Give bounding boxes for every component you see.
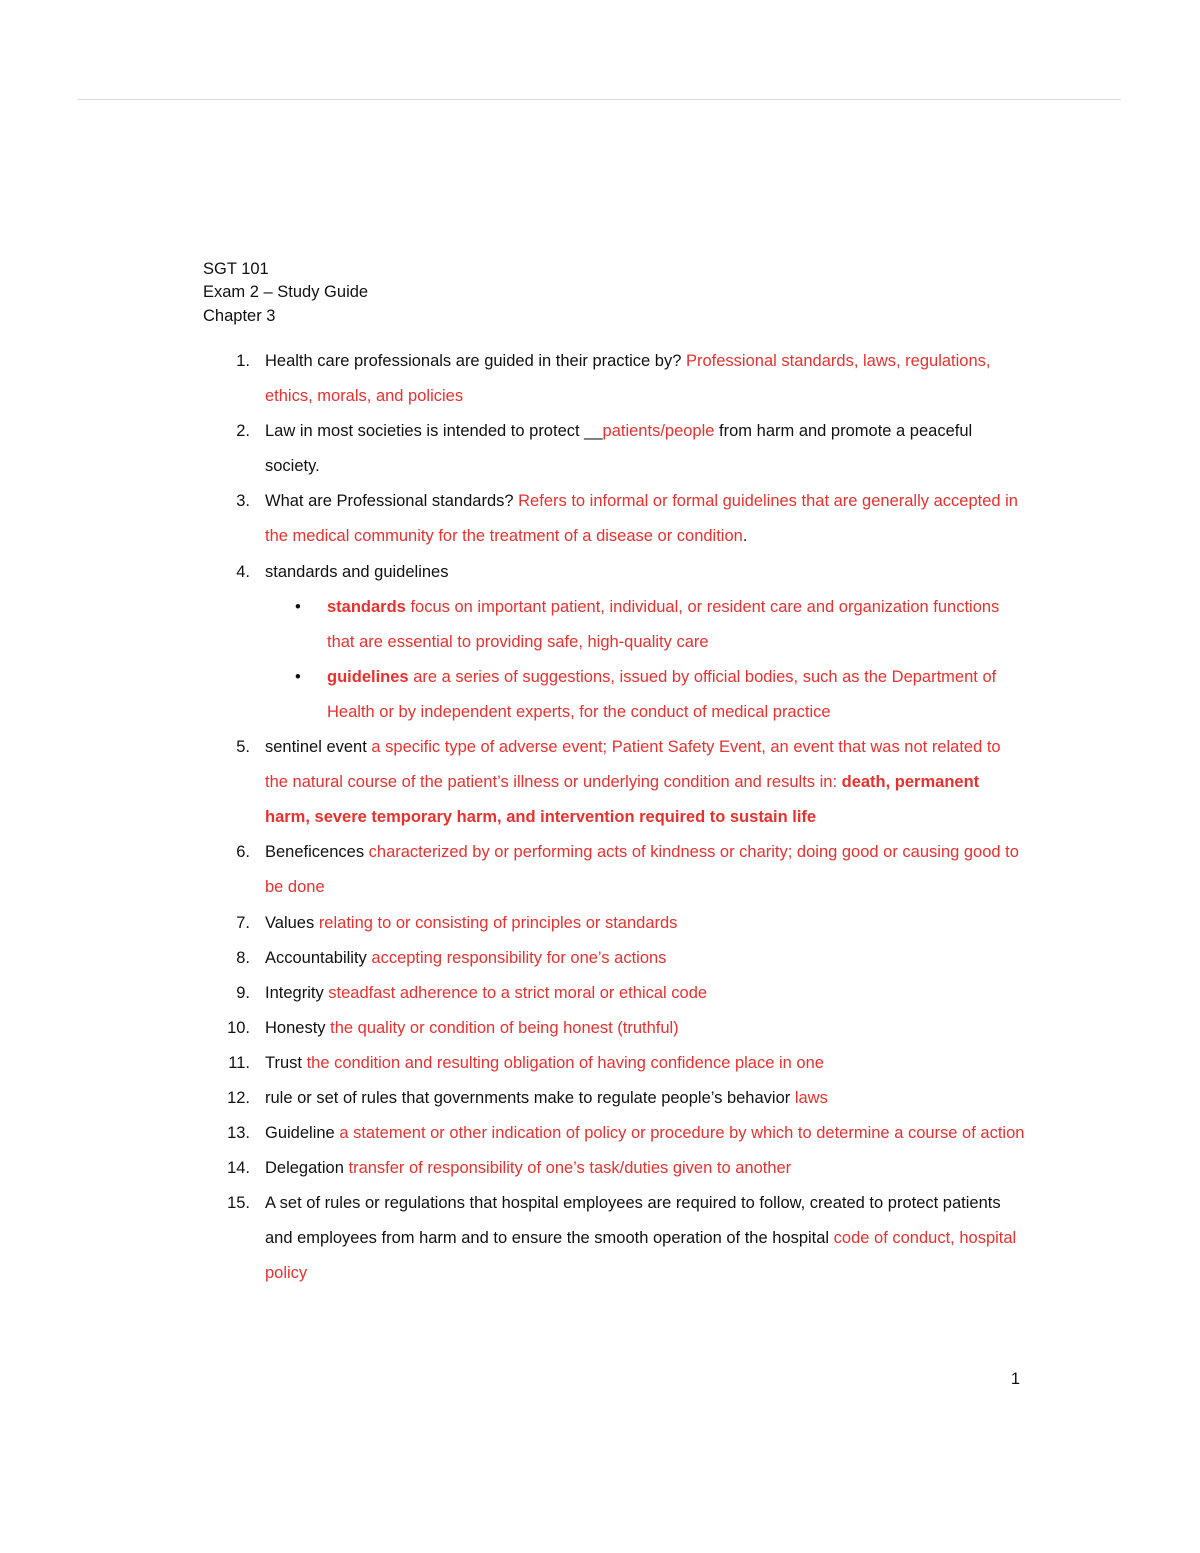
chapter-title: Chapter 3 (203, 306, 276, 325)
question-item (0, 976, 1025, 1011)
bullet-answer: focus on important patient, individual, or resident care and organization functions that are essential to providing safe, high-quality care (327, 597, 1000, 651)
bullet-item (265, 590, 1022, 660)
question-number: 12. (227, 1088, 250, 1107)
question-prompt: Law in most societies is intended to protect __ (265, 422, 603, 441)
question-answer: patients/people (602, 422, 715, 441)
question-prompt: Trust (265, 1053, 307, 1072)
question-item (0, 1151, 1025, 1186)
question-answer: a specific type of adverse event; Patient Safety Event, an event that was not related to the natural course of the patient’s illness or underlying condition and results in: (265, 738, 1001, 792)
question-prompt: Integrity (265, 983, 329, 1002)
bullet-item (265, 660, 1022, 730)
question-item (0, 1081, 1025, 1116)
question-number: 11. (228, 1053, 250, 1072)
question-number: 2. (236, 422, 250, 441)
question-suffix: . (742, 527, 748, 546)
question-item (0, 1046, 1025, 1081)
question-number: 8. (236, 948, 250, 967)
question-answer: steadfast adherence to a strict moral or ethical code (328, 983, 708, 1002)
question-prompt: Guideline (265, 1124, 340, 1143)
question-prompt: rule or set of rules that governments make to regulate people’s behavior (265, 1088, 795, 1107)
header-rule (78, 99, 1121, 100)
question-number: 9. (236, 983, 250, 1002)
question-answer-bold: death, permanent harm, severe temporary harm, and intervention required to sustain life (265, 773, 980, 827)
question-answer: characterized by or performing acts of kindness or charity; doing good or causing good to be done (265, 843, 1019, 897)
question-answer: accepting responsibility for one’s actions (371, 948, 667, 967)
question-prompt: Accountability (265, 948, 372, 967)
question-item (0, 730, 1025, 835)
question-item (0, 1186, 1025, 1291)
question-answer: Refers to informal or formal guidelines that are generally accepted in the medical community for the treatment of a disease or condition (265, 492, 1018, 546)
question-number: 13. (227, 1124, 250, 1143)
question-prompt: Health care professionals are guided in their practice by? (265, 352, 686, 370)
bullet-marker: • (295, 597, 301, 616)
exam-title: Exam 2 – Study Guide (203, 283, 369, 302)
question-item (0, 1116, 1025, 1151)
question-answer: code of conduct, hospital policy (265, 1229, 1017, 1283)
bullet-answer: are a series of suggestions, issued by official bodies, such as the Department of Health or by independent experts, for the conduct of medical practice (327, 667, 997, 721)
question-answer: a statement or other indication of policy or procedure by which to determine a course of action (339, 1124, 1025, 1143)
question-prompt: Honesty (265, 1018, 331, 1037)
question-prompt: A set of rules or regulations that hospital employees are required to follow, created to protect patients and employees from harm and to ensure the smooth operation of the hospital (265, 1194, 1001, 1248)
question-list (0, 344, 1200, 1292)
question-item (0, 835, 1025, 905)
question-item (0, 555, 1025, 730)
question-number: 4. (236, 562, 250, 581)
question-number: 1. (236, 352, 250, 370)
question-answer: the condition and resulting obligation of having confidence place in one (306, 1053, 824, 1072)
question-number: 15. (227, 1194, 250, 1213)
question-answer: Professional standards, laws, regulations, ethics, morals, and policies (265, 352, 991, 406)
question-answer: relating to or consisting of principles or standards (318, 913, 678, 932)
question-answer: the quality or condition of being honest (truthful) (330, 1018, 679, 1037)
question-item (0, 344, 1025, 414)
question-item (0, 414, 1025, 484)
question-item (0, 906, 1025, 941)
course-title: SGT 101 (203, 260, 269, 278)
question-answer: laws (794, 1088, 828, 1107)
question-prompt: Values (265, 913, 319, 932)
question-prompt: Beneficences (265, 843, 369, 862)
question-suffix: from harm and promote a peaceful society. (265, 422, 973, 476)
question-number: 3. (236, 492, 250, 511)
question-prompt: standards and guidelines (265, 562, 449, 581)
page-number: 1 (1010, 1370, 1020, 1388)
question-prompt: Delegation (265, 1159, 349, 1178)
question-number: 6. (236, 843, 250, 862)
question-number: 10. (227, 1018, 250, 1037)
question-prompt: sentinel event (265, 738, 372, 757)
question-number: 5. (236, 738, 250, 757)
document-heading (203, 258, 368, 328)
question-item (0, 484, 1025, 554)
question-number: 7. (236, 913, 250, 932)
question-answer: transfer of responsibility of one’s task/duties given to another (348, 1159, 792, 1178)
bullet-list (265, 590, 1025, 730)
bullet-term: standards (327, 597, 406, 616)
bullet-marker: • (295, 667, 301, 686)
bullet-term: guidelines (327, 667, 409, 686)
question-item (0, 941, 1025, 976)
question-prompt: What are Professional standards? (265, 492, 519, 511)
question-number: 14. (227, 1159, 250, 1178)
question-item (0, 1011, 1025, 1046)
